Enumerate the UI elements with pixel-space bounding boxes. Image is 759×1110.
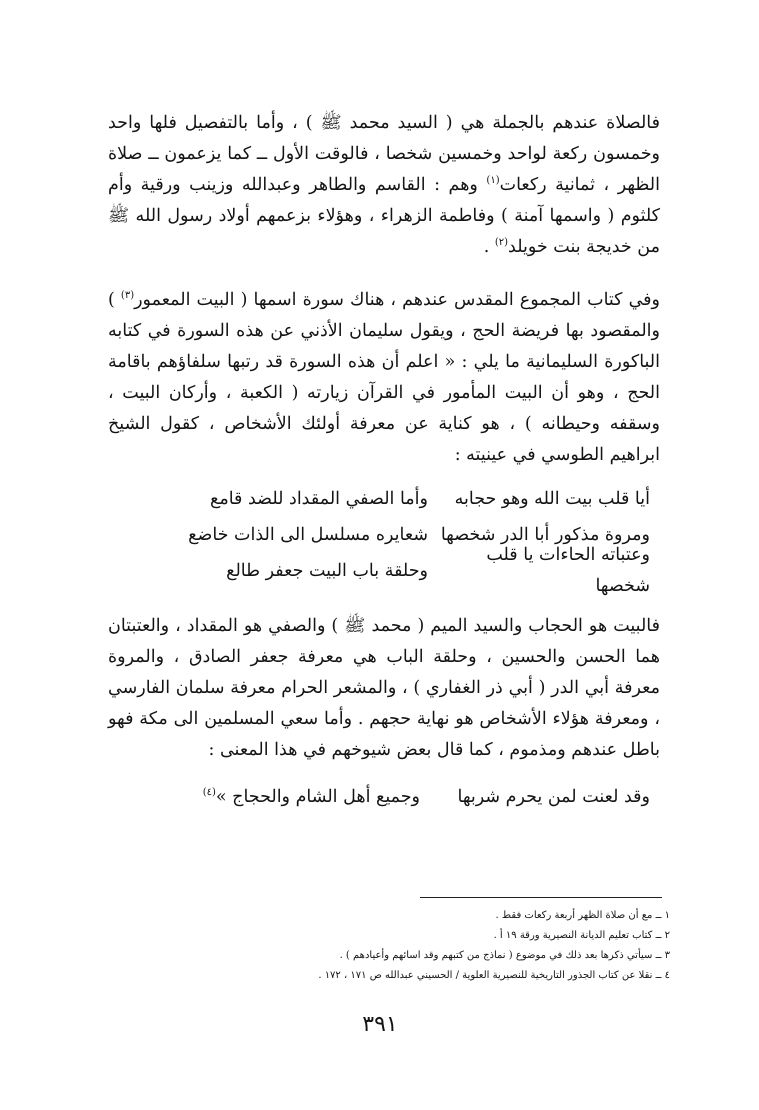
verse-second-hemistich: وجميع أهل الشام والحجاج »$^{(٤)}$ <box>202 786 420 807</box>
final-verse <box>108 780 660 814</box>
paragraph-interpretation: فالبيت هو الحجاب والسيد الميم ( محمد ﷺ ) والصفي هو المقداد ، والعتبتان هما الحسن والحسين ، وحلقة الباب هي معرفة جعفر الصادق ، والمروة معرفة أبي الدر ( أبي ذر الغفاري ) ، والمشعر الحرام معرفة سلمان الفارسي ، ومعرفة هؤلاء الأشخاص هو نهاية حجهم . وأما سعي المسلمين الى مكة فهو باطل عندهم ومذموم ، كما قال بعض شيوخهم في هذا المعنى : <box>108 616 660 760</box>
footnote-ref-2: (٢) <box>494 237 509 249</box>
footnote-divider <box>420 897 662 898</box>
verse-first-hemistich: أيا قلب بيت الله وهو حجابه <box>454 488 650 509</box>
verse-first-hemistich: ومروة مذكور أبا الدر شخصها <box>440 524 650 545</box>
page-number: ٣٩١ <box>362 1012 398 1037</box>
footnotes <box>200 906 670 986</box>
poem-verse <box>108 481 660 517</box>
poem-verse <box>108 545 660 596</box>
footnote: ٣ ــ سيأتي ذكرها بعد ذلك في موضوع ( نماذج من كتبهم وقد اسائهم وأعيادهم ) . <box>339 950 670 961</box>
verse-first-hemistich: وعتباته الحاءات يا قلب شخصها <box>486 545 650 596</box>
verse-second-hemistich: وحلقة باب البيت جعفر طالع <box>226 560 428 581</box>
paragraph-prayer: فالصلاة عندهم بالجملة هي ( السيد محمد ﷺ ) ، وأما بالتفصيل فلها واحد وخمسون ركعة لواحد وخمسين شخصا ، فالوقت الأول ــ كما يزعمون ــ صلاة الظهر ، ثمانية ركعات$^{(١)}$ وهم : القاسم والطاهر وعبدالله وزينب ورقية وأم كلثوم ( واسمها آمنة ) وفاطمة الزهراء ، وهؤلاء بزعمهم أولاد رسول الله ﷺ من خديجة بنت خويلد$^{(٢)}$ . <box>108 113 660 257</box>
footnote-ref-3: (٣) <box>120 290 135 302</box>
paragraph-pilgrimage: وفي كتاب المجموع المقدس عندهم ، هناك سورة اسمها ( البيت المعمور$^{(٣)}$ ) والمقصود بها فريضة الحج ، ويقول سليمان الأذني عن هذه السورة في كتابه الباكورة السليمانية ما يلي : « اعلم أن هذه السورة قد رتبها سلفاؤهم باقامة الحج ، وهو أن البيت المأمور في القرآن زيارته ( الكعبة ، وأركان البيت ، وسقفه وحيطانه ) ، هو كناية عن معرفة أولئك الأشخاص ، كقول الشيخ ابراهيم الطوسي في عينيته : <box>108 290 661 465</box>
verse-second-hemistich: شعايره مسلسل الى الذات خاضع <box>188 524 428 545</box>
footnote: ٢ ــ كتاب تعليم الديانة النصيرية ورقة ١٩ أ . <box>493 930 670 941</box>
poem <box>108 481 660 596</box>
footnote: ١ ــ مع أن صلاة الظهر أربعة ركعات فقط . <box>495 910 670 921</box>
verse-first-hemistich: وقد لعنت لمن يحرم شربها <box>457 786 650 807</box>
footnote-ref-1: (١) <box>486 175 500 187</box>
footnote: ٤ ــ نقلا عن كتاب الجذور التاريخية للنصيرية العلوية / الحسيني عبدالله ص ١٧١ ، ١٧٢ . <box>318 970 670 981</box>
verse-second-hemistich: وأما الصفي المقداد للضد قامع <box>210 488 428 509</box>
main-text <box>108 108 660 814</box>
footnote-ref-4: (٤) <box>202 786 216 798</box>
